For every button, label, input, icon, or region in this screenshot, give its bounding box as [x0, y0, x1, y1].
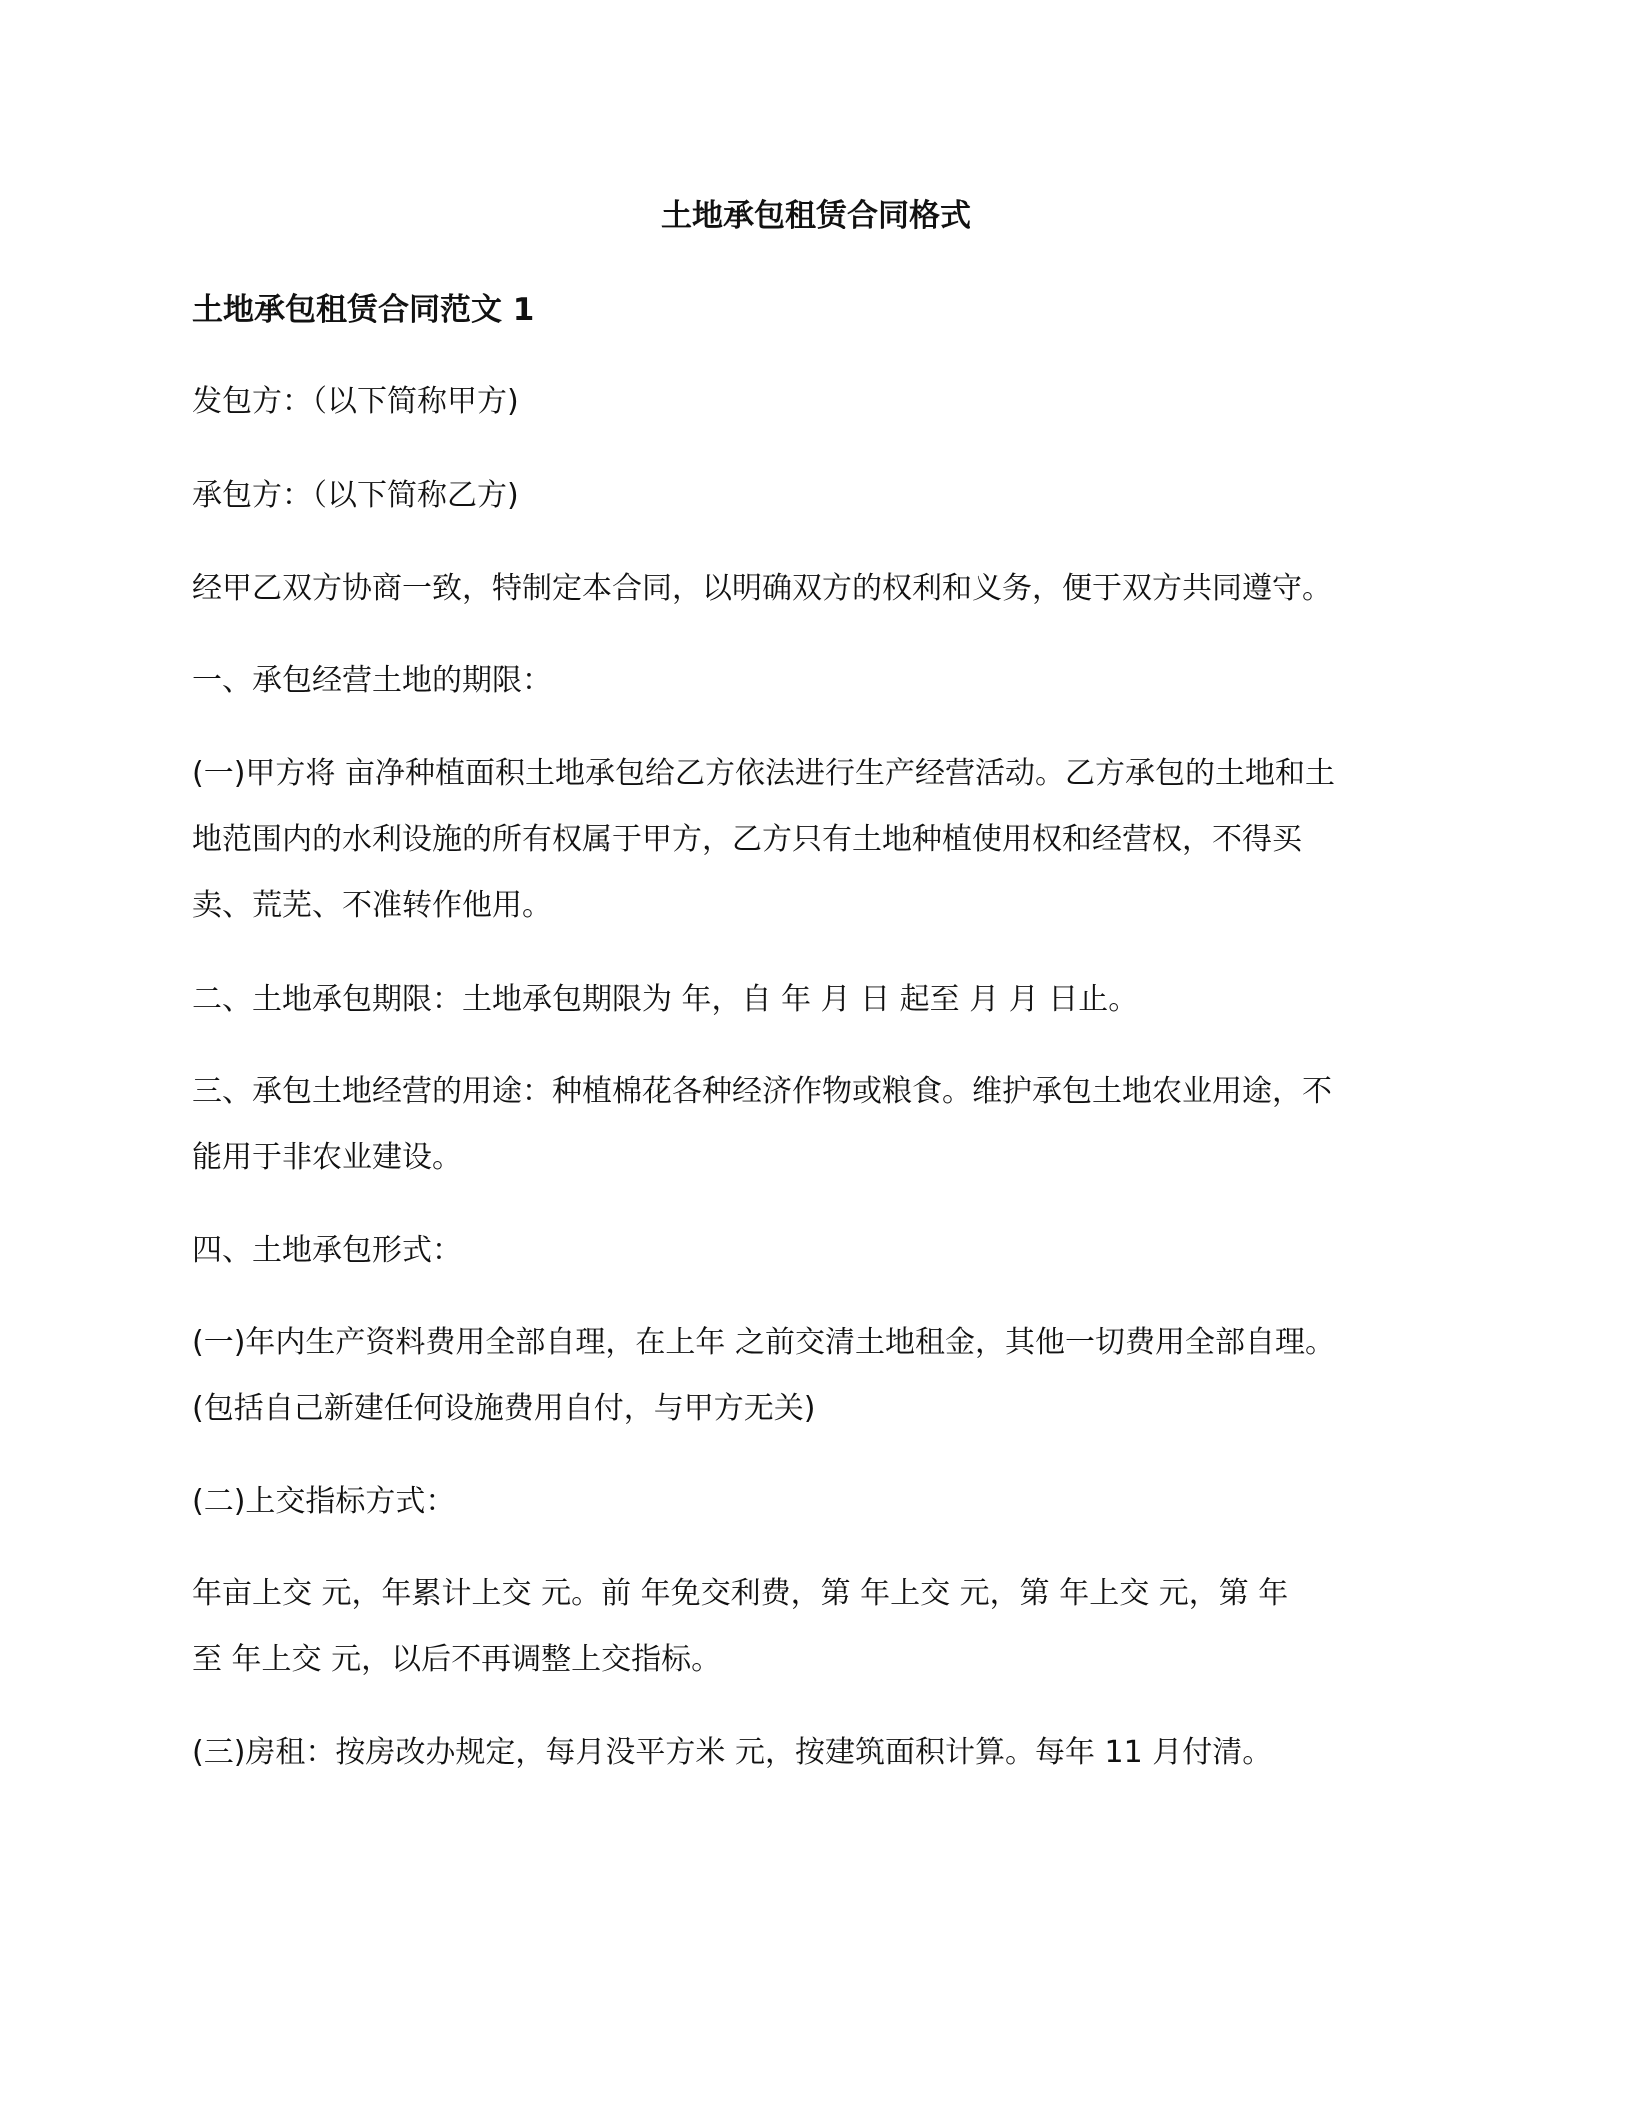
paragraph-line: (一)甲方将 亩净种植面积土地承包给乙方依法进行生产经营活动。乙方承包的土地和土: [192, 756, 1335, 791]
document-title: 土地承包租赁合同格式: [661, 198, 971, 234]
paragraph-clause-4-3: [192, 1720, 1442, 1786]
paragraph-line: 年亩上交 元，年累计上交 元。前 年免交利费，第 年上交 元，第 年上交 元，第 年: [192, 1576, 1289, 1611]
paragraph-line: 二、土地承包期限：土地承包期限为 年，自 年 月 日 起至 月 月 日止。: [192, 982, 1139, 1017]
paragraph-line: 三、承包土地经营的用途：种植棉花各种经济作物或粮食。维护承包土地农业用途，不: [192, 1074, 1332, 1109]
paragraph-clause-1-1: [192, 741, 1442, 939]
paragraph-line: 发包方：（以下简称甲方): [192, 384, 519, 419]
paragraph-line: (二)上交指标方式：: [192, 1484, 456, 1519]
paragraph-line: 一、承包经营土地的期限：: [192, 663, 552, 698]
paragraph-line: 卖、荒芜、不准转作他用。: [192, 888, 552, 923]
paragraph-contractor: [192, 463, 1442, 529]
paragraph-line: 四、土地承包形式：: [192, 1233, 462, 1268]
paragraph-line: (一)年内生产资料费用全部自理，在上年 之前交清土地租金，其他一切费用全部自理。: [192, 1325, 1335, 1360]
paragraph-line: 能用于非农业建设。: [192, 1140, 462, 1175]
paragraph-issuer: [192, 369, 1442, 435]
paragraph-line: 承包方：（以下简称乙方): [192, 478, 519, 513]
paragraph-section-3: [192, 1059, 1442, 1191]
paragraph-clause-4-2: [192, 1469, 1442, 1535]
paragraph-section-1: [192, 648, 1442, 714]
paragraph-line: 经甲乙双方协商一致，特制定本合同，以明确双方的权利和义务，便于双方共同遵守。: [192, 571, 1332, 606]
paragraph-line: 地范围内的水利设施的所有权属于甲方，乙方只有土地种植使用权和经营权，不得买: [192, 822, 1302, 857]
paragraph-payment-schedule: [192, 1561, 1442, 1693]
paragraph-line: 至 年上交 元，以后不再调整上交指标。: [192, 1642, 722, 1677]
section-heading: 土地承包租赁合同范文 1: [192, 292, 535, 328]
paragraph-section-2: [192, 967, 1442, 1033]
paragraph-clause-4-1: [192, 1310, 1442, 1442]
paragraph-line: (包括自己新建任何设施费用自付，与甲方无关): [192, 1391, 816, 1426]
paragraph-agreement: [192, 556, 1442, 622]
paragraph-section-4: [192, 1218, 1442, 1284]
paragraph-line: (三)房租：按房改办规定，每月没平方米 元，按建筑面积计算。每年 11 月付清。: [192, 1735, 1273, 1770]
